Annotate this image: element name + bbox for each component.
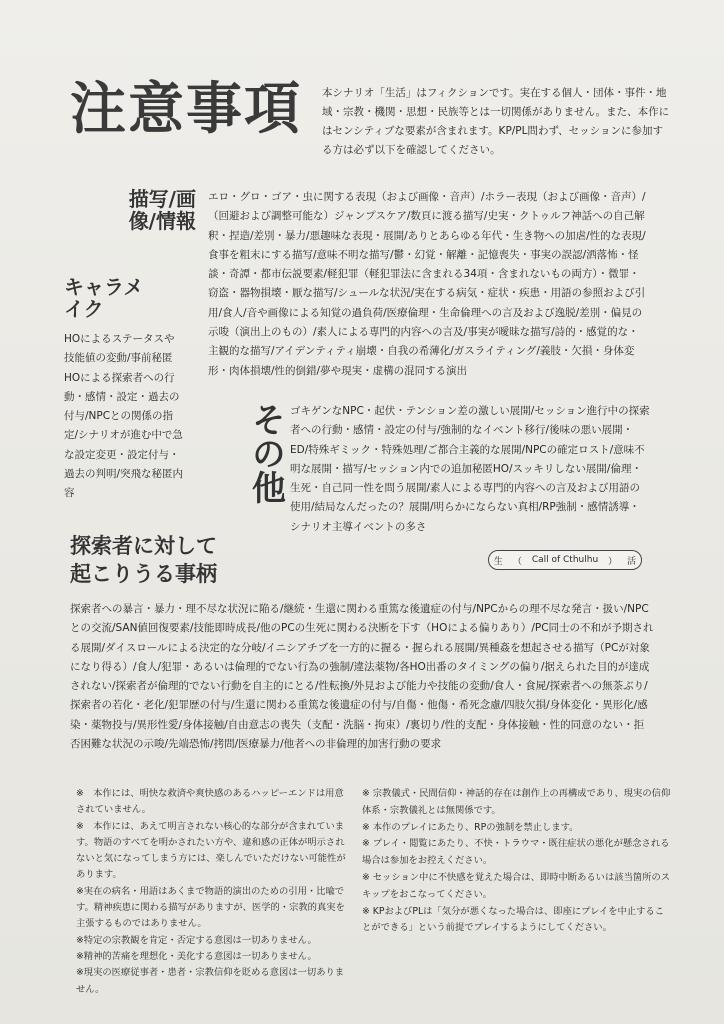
other-section-text: ゴキゲンなNPC・起伏・テンション差の激しい展開/セッション進行中の探索者への行動・感情・設定の付与/強制的なイベント移行/後味の悪い展開・ED/特殊ギミック・特殊処理/ご都合主義的な展開/NPCの確定ロスト/意味不明な展開・描写/セッション内での追加秘匿HO/スッキリしない展開/倫理・生死・自己同一性を問う展開/素人による専門的内容への言及および用語の使用/結局なんだったの？展開/明らかにならない真相/RP強制・感情誘導・シナリオ主導イベントの多さ [290, 405, 650, 533]
note-item: ※特定の宗教観を肯定・否定する意図は一切ありません。 [76, 934, 317, 946]
note-item: ※ 本作のプレイにあたり、RPの強制を禁止します。 [362, 821, 579, 833]
intro-text: 本シナリオ「生活」はフィクションです。実在する個人・団体・事件・地域・宗教・機関・思想・民族等とは一切関係がありません。また、本作にはセンシティブな要素が含まれます。KP/PL問わず、セッションに参加する方は必ず以下を確認してください。 [322, 87, 670, 156]
note-item: ※実在の病名・用語はあくまで物語的演出のための引用・比喩です。精神疾患に関わる描写がありますが、医学的・宗教的真実を主張するものではありません。 [76, 885, 345, 930]
events-label-line2: 起こりうる事柄 [70, 562, 217, 586]
notes-left [76, 786, 346, 998]
chara-section-text: HOによるステータスや技能値の変動/事前秘匿HOによる探索者への行動・感情・設定・過去の付与/NPCとの関係の指定/シナリオが進む中で急な設定変更・設定付与・過去の判明/突飛な秘匿内容 [64, 333, 184, 500]
chara-section-label: キャラメイク [64, 275, 144, 321]
badge-paren-close: ） [608, 556, 618, 567]
events-label-line1: 探索者に対して [70, 534, 217, 558]
events-section-text: 探索者への暴言・暴力・理不尽な状況に陥る/継続・生還に関わる重篤な後遺症の付与/NPCからの理不尽な発言・扱い/NPCとの交流/SAN値回復要素/技能即時成長/他のPCの生死に関わる決断を下す（HOによる偏りあり）/PC同士の不和が予期される展開/ダイスロールによる決定的な分岐/イニシアチブを一方的に握る・握られる展開/異種姦を想起させる描写（PCが対象になり得る）/食人/犯罪・あるいは倫理的でない行為の強制/違法薬物/各HO出番のタイミングの偏り/据えられた目的が達成されない/探索者が倫理的でない行動を自主的にとる/性転換/外見および能力や技能の変動/食人・食屍/探索者への無茶ぶり/探索者の若化・老化/犯罪歴の付与/生還に関わる重篤な後遺症の付与/自傷・他傷・希死念慮/四肢欠損/身体変化・異形化/感染・薬物投与/異形性愛/身体接触/自由意志の喪失（支配・洗脳・拘束）/裏切り/性的支配・身体接触・性的同意のない・拒否困難な状況の示唆/先端恐怖/拷問/医療暴力/他者への非倫理的加害行動の要求 [70, 603, 654, 751]
note-item: ※ プレイ・閲覧にあたり、不快・トラウマ・既往症状の悪化が懸念される場合は参加をお控えください。 [362, 838, 670, 867]
badge-paren-open: （ [512, 556, 522, 567]
badge-right: 活 [627, 556, 637, 567]
depiction-section-label: 描写/画像/情報 [128, 187, 196, 233]
scenario-badge [488, 550, 642, 570]
badge-middle: Call of Cthulhu [531, 555, 599, 565]
page-title: 注意事項 [70, 77, 302, 142]
events-section-label [70, 532, 270, 588]
badge-left: 生 [493, 556, 503, 567]
depiction-section-text: エロ・グロ・ゴア・虫に関する表現（および画像・音声）/ホラー表現（および画像・音声）/（回避および調整可能な）ジャンプスケア/数頁に渡る描写/史実・クトゥルフ神話への自己解釈・捏造/差別・暴力/悪趣味な表現・展開/ありとあらゆる年代・生き物への加虐/性的な表現/食事を粗末にする描写/意味不明な描写/鬱・幻覚・解離・記憶喪失・事実の誤認/洒落怖・怪談・奇譚・都市伝説要素/軽犯罪（軽犯罪法に含まれる34項・含まれないもの両方）・微罪・窃盗・器物損壊・厭な描写/シュールな状況/実在する病気・症状・疾患・用語の参照および引用/食人/音や画像による知覚の過負荷/医療倫理・生命倫理への言及および逸脱/差別・偏見の示唆（演出上のもの）/素人による専門的内容への言及/事実が曖昧な描写/詩的・感覚的な・主観的な描写/アイデンティティ崩壊・自我の希薄化/ガスライティング/義肢・欠損・身体変形・肉体損壊/性的倒錯/夢や現実・虚構の混同する演出 [208, 191, 646, 377]
note-item: ※現実の医療従事者・患者・宗教信仰を貶める意図は一切ありません。 [76, 967, 345, 995]
note-item: ※ セッション中に不快感を覚えた場合は、即時中断あるいは該当箇所のスキップをおこなってください。 [362, 871, 671, 900]
note-item: ※精神的苦痛を理想化・美化する意図は一切ありません。 [76, 950, 317, 962]
note-item: ※ 宗教儀式・民間信仰・神話的存在は創作上の再構成であり、現実の信仰体系・宗教儀礼とは無関係です。 [362, 788, 671, 816]
note-item: ※ 本作には、明快な救済や爽快感のあるハッピーエンドは用意されていません。 [76, 788, 344, 816]
note-item: ※ KPおよびPLは「気分が悪くなった場合は、即座にプレイを中止することができる」という前提でプレイするようにしてください。 [362, 905, 665, 934]
notes-right [362, 786, 672, 937]
note-item: ※ 本作には、あえて明言されない核心的な部分が含まれています。物語のすべてを明かされたい方や、違和感の正体が明示されないと気になってしまう方には、楽しんでいただけない可能性があります。 [76, 820, 346, 881]
other-section-label: その他 [245, 402, 286, 504]
